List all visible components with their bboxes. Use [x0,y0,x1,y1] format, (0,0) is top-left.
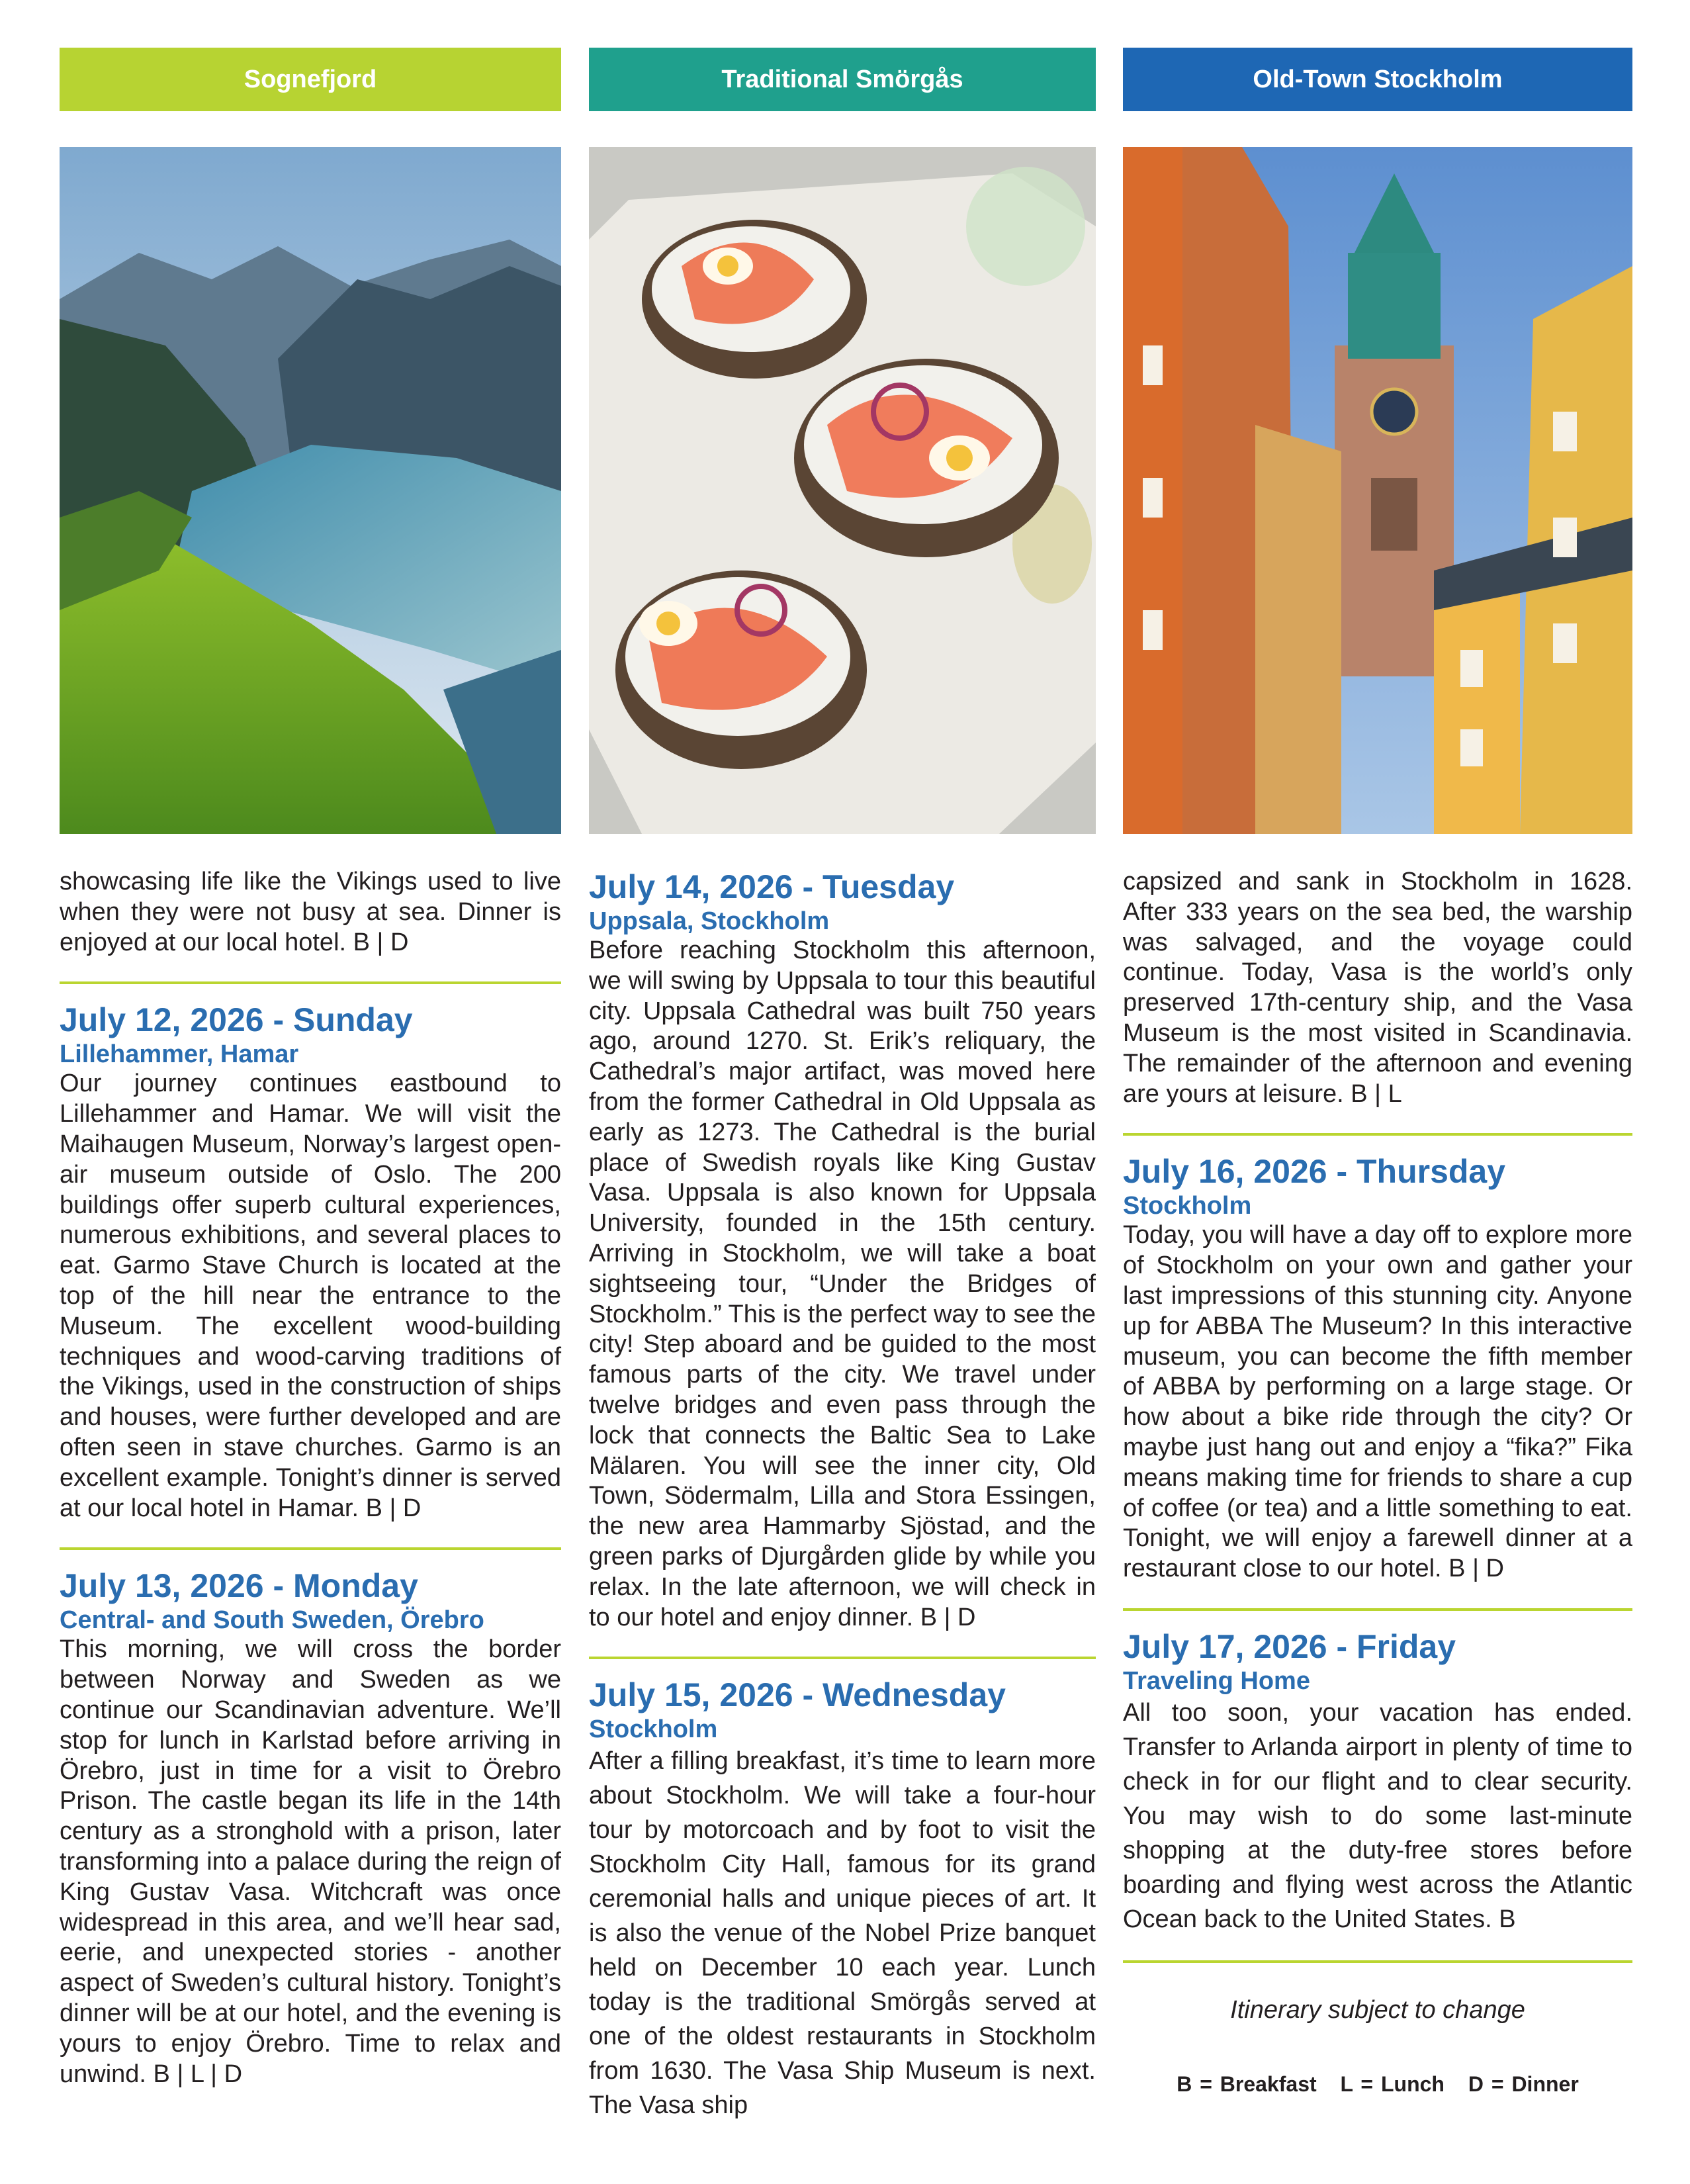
divider [589,1657,1096,1659]
divider [60,1547,561,1550]
divider [1123,1960,1632,1963]
banner-smorgas: Traditional Smörgås [589,48,1096,111]
column-old-town-stockholm [1123,48,1632,2097]
old-town-stockholm-photo [1123,147,1632,834]
day-description: All too soon, your vacation has ended. Transfer to Arlanda airport in plenty of time to check in for our flight and to clear security. You may wish to do some last-minute shopping at the duty-free stores before boarding and flying west across the Atlantic Ocean back to the United States. B [1123,1698,1632,1933]
legend-lunch: L = Lunch [1340,2071,1445,2096]
day-description: Before reaching Stockholm this afternoon, we will swing by Uppsala to tour this beautiful city. Uppsala Cathedral was built 750 years ago, around 1270. St. Erik’s reliquary, the Cathedral’s major artifact, was moved here from the former Cathedral in Old Uppsala as early as 1273. The Cathedral is the burial place of Swedish royals like King Gustav Vasa. Uppsala is also known for Uppsala University, founded in the 15th century. Arriving in Stockholm, we will take a boat sightseeing tour, “Under the Bridges of Stockholm.” This is the perfect way to see the city! Step aboard and be guided to the most famous parts of the city. We travel under twelve bridges and even pass through the lock that connects the Baltic Sea to Lake Mälaren. You will see the inner city, Old Town, Södermalm, Lilla and Stora Essingen, the new area Hammarby Sjöstad, and the green parks of Djurgården glide by while you relax. In the late afternoon, we will check in to our hotel and enjoy dinner. B | D [589,936,1096,1631]
day-description: After a filling breakfast, it’s time to learn more about Stockholm. We will take a four-hour tour by motorcoach and by foot to visit the Stockholm City Hall, famous for its grand ceremonial halls and unique pieces of art. It is also the venue of the Nobel Prize banquet held on December 10 each year. Lunch today is the traditional Smörgås served at one of the oldest restaurants in Stockholm from 1630. The Vasa Ship Museum is next. The Vasa ship [589,1747,1096,2120]
banner-sognefjord: Sognefjord [60,48,561,111]
meal-legend [1123,2072,1632,2097]
itinerary-note: Itinerary subject to change [1230,1995,1525,2024]
day-description: Our journey continues eastbound to Lillehammer and Hamar. We will visit the Maihaugen Museum, Norway’s largest open-air museum outside of Oslo. The 200 buildings offer superb cultural experiences, numerous exhibitions, and several places to eat. Garmo Stave Church is located at the top of the hill near the entrance to the Museum. The excellent wood-building techniques and wood-carving traditions of the Vikings, used in the construction of ships and houses, were further developed and are often seen in stave churches. Garmo is an excellent example. Tonight’s dinner is served at our local hotel in Hamar. B | D [60,1069,561,1522]
divider [60,981,561,984]
day-description: Today, you will have a day off to explore more of Stockholm on your own and gather your last impressions of this stunning city. Anyone up for ABBA The Museum? In this interactive museum, you can become the fifth member of ABBA by performing on a large stage. Or how about a bike ride through the city? Or maybe just hang out and enjoy a “fika?” Fika means making time for friends to share a cup of coffee (or tea) and a little something to eat. Tonight, we will enjoy a farewell dinner at a restaurant close to our hotel. B | D [1123,1221,1632,1583]
intro-paragraph: capsized and sank in Stockholm in 1628. After 333 years on the sea bed, the warship was salvaged, and the voyage could continue. Today, Vasa is the world’s only preserved 17th-century ship, and the Vasa Museum is the most visited in Scandinavia. The remainder of the afternoon and evening are yours at leisure. B | L [1123,868,1632,1108]
day-title: July 14, 2026 - Tuesday [589,868,955,905]
day-location: Lillehammer, Hamar [60,1040,299,1069]
day-title: July 13, 2026 - Monday [60,1567,418,1605]
column-sognefjord [60,48,561,2089]
legend-breakfast: B = Breakfast [1177,2071,1317,2096]
banner-old-town-stockholm: Old-Town Stockholm [1123,48,1632,111]
day-title: July 16, 2026 - Thursday [1123,1153,1506,1191]
column-smorgas [589,48,1096,2122]
day-location: Traveling Home [1123,1666,1310,1695]
day-location: Central- and South Sweden, Örebro [60,1606,484,1635]
legend-dinner: D = Dinner [1468,2071,1579,2096]
day-location: Stockholm [1123,1192,1252,1220]
divider [1123,1133,1632,1136]
smorgas-photo [589,147,1096,834]
day-description: This morning, we will cross the border between Norway and Sweden as we continue our Scandinavian adventure. We’ll stop for lunch in Karlstad before arriving in Örebro, just in time for a visit to Örebro Prison. The castle began its life in the 14th century as a stronghold with a prison, later transforming into a palace during the reign of King Gustav Vasa. Witchcraft was once widespread in this area, and we’ll hear sad, eerie, and unexpected stories - another aspect of Sweden’s cultural history. Tonight’s dinner will be at our hotel, and the evening is yours to enjoy Örebro. Time to relax and unwind. B | L | D [60,1635,561,2088]
day-location: Stockholm [589,1715,718,1744]
divider [1123,1608,1632,1611]
day-location: Uppsala, Stockholm [589,907,830,935]
day-title: July 12, 2026 - Sunday [60,1001,413,1039]
day-title: July 17, 2026 - Friday [1123,1627,1456,1665]
sognefjord-photo [60,147,561,834]
intro-paragraph: showcasing life like the Vikings used to live when they were not busy at sea. Dinner is enjoyed at our local hotel. B | D [60,868,561,956]
day-title: July 15, 2026 - Wednesday [589,1676,1006,1714]
